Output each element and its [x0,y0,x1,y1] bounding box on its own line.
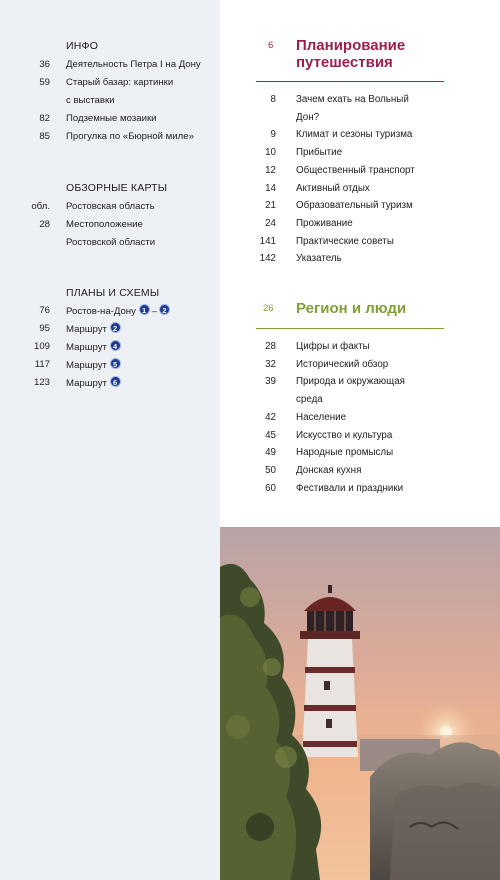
entry-title: с выставки [66,95,115,106]
page-number: 39 [265,376,276,388]
route-number-badge[interactable]: 1 [139,304,150,315]
page-number: 45 [265,429,276,441]
page-number: 32 [265,358,276,370]
page-number: 85 [39,131,50,142]
page-number: 60 [265,482,276,494]
page-number: 117 [34,359,50,370]
entry-title: Дон? [296,111,320,123]
plan-label: Маршрут [66,378,110,389]
page-number: 109 [33,341,50,352]
entry-title: Донская кухня [296,464,362,476]
route-number-badge[interactable]: 4 [110,340,121,351]
route-number-badge[interactable]: 5 [110,358,121,369]
page-number: 14 [265,182,276,194]
page-number: 12 [265,164,276,176]
chapter-divider [256,328,444,329]
page-number: 142 [259,253,276,265]
entry-title: Климат и сезоны туризма [296,129,413,141]
route-number-badge[interactable]: 2 [159,304,170,315]
page-number: 9 [270,129,276,141]
entry-title: Ростовской области [66,237,156,248]
chapter-divider [256,81,444,82]
plan-label: Маршрут [66,360,110,371]
entry-title: Прибытие [296,147,343,159]
entry-title: Население [296,411,347,423]
entry-title: Цифры и факты [296,341,370,352]
entry-title: Общественный транспорт [296,164,415,176]
page-number: 95 [39,323,50,334]
entry-title: Активный отдых [296,182,370,194]
entry-title: Искусство и культура [296,429,393,441]
page-number: 59 [39,77,50,88]
page-number: 82 [39,113,50,124]
entry-title: Указатель [296,253,342,265]
entry-title: Практические советы [296,235,394,247]
page-number: 28 [265,341,276,352]
plan-label: Маршрут [66,342,110,353]
plan-label: Ростов-на-Дону [66,306,139,317]
entry-title [66,322,121,336]
entry-title: Ростовская область [66,201,155,212]
entry-title [66,340,121,354]
info-heading: ИНФО [66,40,99,52]
page-number: 141 [259,235,276,247]
chapter-title[interactable]: путешествия [296,54,393,71]
entry-title: Проживание [296,217,353,229]
entry-title: Прогулка по «Бюрной миле» [66,131,194,142]
route-number-badge[interactable]: 6 [110,376,121,387]
range-dash: – [151,306,157,317]
maps-heading: ОБЗОРНЫЕ КАРТЫ [66,182,168,194]
page-number: 49 [265,447,276,459]
page-number: 24 [265,217,276,229]
chapter-title[interactable]: Планирование [296,37,406,54]
chapter-page-number: 6 [268,40,274,51]
chapter-title[interactable]: Регион и люди [296,300,407,317]
entry-title: Исторический обзор [296,358,389,370]
entry-title: Старый базар: картинки [66,77,174,88]
page-number: 28 [39,219,50,230]
page-number: 8 [270,94,276,105]
lighthouse-illustration [220,527,500,880]
page-number: 21 [265,200,276,212]
entry-title: Зачем ехать на Вольный [296,94,409,105]
entry-title [66,304,170,318]
page-number: 36 [39,59,50,70]
entry-title: Фестивали и праздники [296,482,404,494]
chapter-page-number: 26 [263,303,274,314]
entry-title [66,376,121,390]
entry-title: Народные промыслы [296,447,394,459]
route-number-badge[interactable]: 2 [110,322,121,333]
entry-title: Образовательный туризм [296,200,413,212]
page-number: 76 [39,305,50,316]
entry-title: Природа и окружающая [296,376,405,388]
page-number: 42 [265,411,276,423]
plans-heading: ПЛАНЫ И СХЕМЫ [66,287,160,299]
entry-title: среда [296,394,323,406]
page-number: 50 [265,464,276,476]
page-number: обл. [31,201,50,212]
plan-label: Маршрут [66,324,110,335]
entry-title [66,358,121,372]
entry-title: Местоположение [66,219,143,230]
lighthouse-photo [220,527,500,880]
entry-title: Подземные мозаики [66,113,157,124]
page-number: 10 [265,147,276,159]
page-number: 123 [33,377,50,388]
entry-title: Деятельность Петра I на Дону [66,59,201,70]
